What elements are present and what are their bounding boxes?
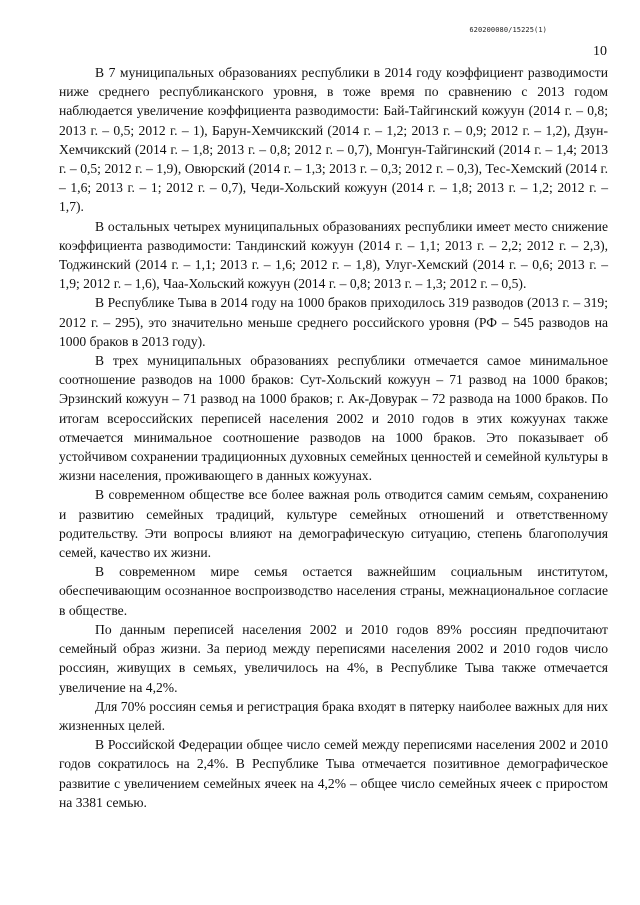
document-code: 620200080/15225(1) [469,26,547,34]
paragraph: По данным переписей населения 2002 и 2010 годов 89% россиян предпочитают семейный образ жизни. За период между переписями населения 2002 и 2010 годов число россиян, живущих в семьях, увеличилось на 4%, в Республике Тыва также отмечается увеличение на 4,2%. [59,621,608,695]
paragraph: Для 70% россиян семья и регистрация брака входят в пятерку наиболее важных для них жизненных целей. [59,698,608,733]
paragraph: В 7 муниципальных образованиях республики в 2014 году коэффициент разводимости ниже среднего республиканского уровня, в тоже время по сравнению с 2013 годом наблюдается увеличение коэффициента разводимости: Бай-Тайгинский кожуун (2014 г. – 0,8; 2013 г. – 0,5; 2012 г. – 1), Барун-Хемчикский (2014 г. – 1,2; 2013 г. – 0,9; 2012 г. – 1,2), Дзун-Хемчикский (2014 г. – 1,8; 2013 г. – 0,8; 2012 г. – 0,7), Монгун-Тайгинский (2014 г. – 1,4; 2013 г. – 0,5; 2012 г. – 1,9), Овюрский (2014 г. – 1,3; 2013 г. – 0,3; 2012 г. – 0,3), Тес-Хемский (2014 г. – 1,6; 2013 г. – 1; 2012 г. – 0,7), Чеди-Хольский кожуун (2014 г. – 1,8; 2013 г. – 1,2; 2012 г. – 1,7). [59,65,608,215]
page-number: 10 [593,44,607,59]
paragraph: В современном мире семья остается важнейшим социальным институтом, обеспечивающим осознанное воспроизводство населения страны, межнациональное согласие в обществе. [59,564,608,618]
paragraph: В Республике Тыва в 2014 году на 1000 браков приходилось 319 разводов (2013 г. – 319; 2012 г. – 295), это значительно меньше среднего российского уровня (РФ – 545 разводов на 1000 браков в 2013 году). [59,295,608,349]
paragraph: В Российской Федерации общее число семей между переписями населения 2002 и 2010 годов сократилось на 2,4%. В Республике Тыва отмечается позитивное демографическое развитие с увеличением семейных ячеек на 4,2% – общее число семейных ячеек с приростом на 3381 семью. [59,737,608,810]
paragraph: В остальных четырех муниципальных образованиях республики имеет место снижение коэффициента разводимости: Тандинский кожуун (2014 г. – 1,1; 2013 г. – 2,2; 2012 г. – 2,3), Тоджинский (2014 г. – 1,1; 2013 г. – 1,6; 2012 г. – 1,8), Улуг-Хемский (2014 г. – 0,6; 2013 г. – 1,9; 2012 г. – 1,6), Чаа-Хольский кожуун (2014 г. – 0,8; 2013 г. – 1,3; 2012 г. – 0,5). [59,218,608,292]
paragraph: В трех муниципальных образованиях республики отмечается самое минимальное соотношение разводов на 1000 браков: Сут-Хольский кожуун – 71 развод на 1000 браков; Эрзинский кожуун – 71 развод на 1000 браков; г. Ак-Довурак – 72 развода на 1000 браков. По итогам всероссийских переписей населения 2002 и 2010 годов в этих кожуунах также отмечается минимальное соотношение разводов на 1000 браков. Это показывает об устойчивом сохранении традиционных духовных семейных ценностей и семейной культуры в жизни населения, проживающего в данных кожуунах. [59,353,608,484]
paragraph: В современном обществе все более важная роль отводится самим семьям, сохранению и развитию семейных традиций, культуре семейных отношений и ответственному родительству. Эти вопросы влияют на демографическую ситуацию, степень благополучия семей, качество их жизни. [59,487,608,561]
body-text [59,63,608,812]
